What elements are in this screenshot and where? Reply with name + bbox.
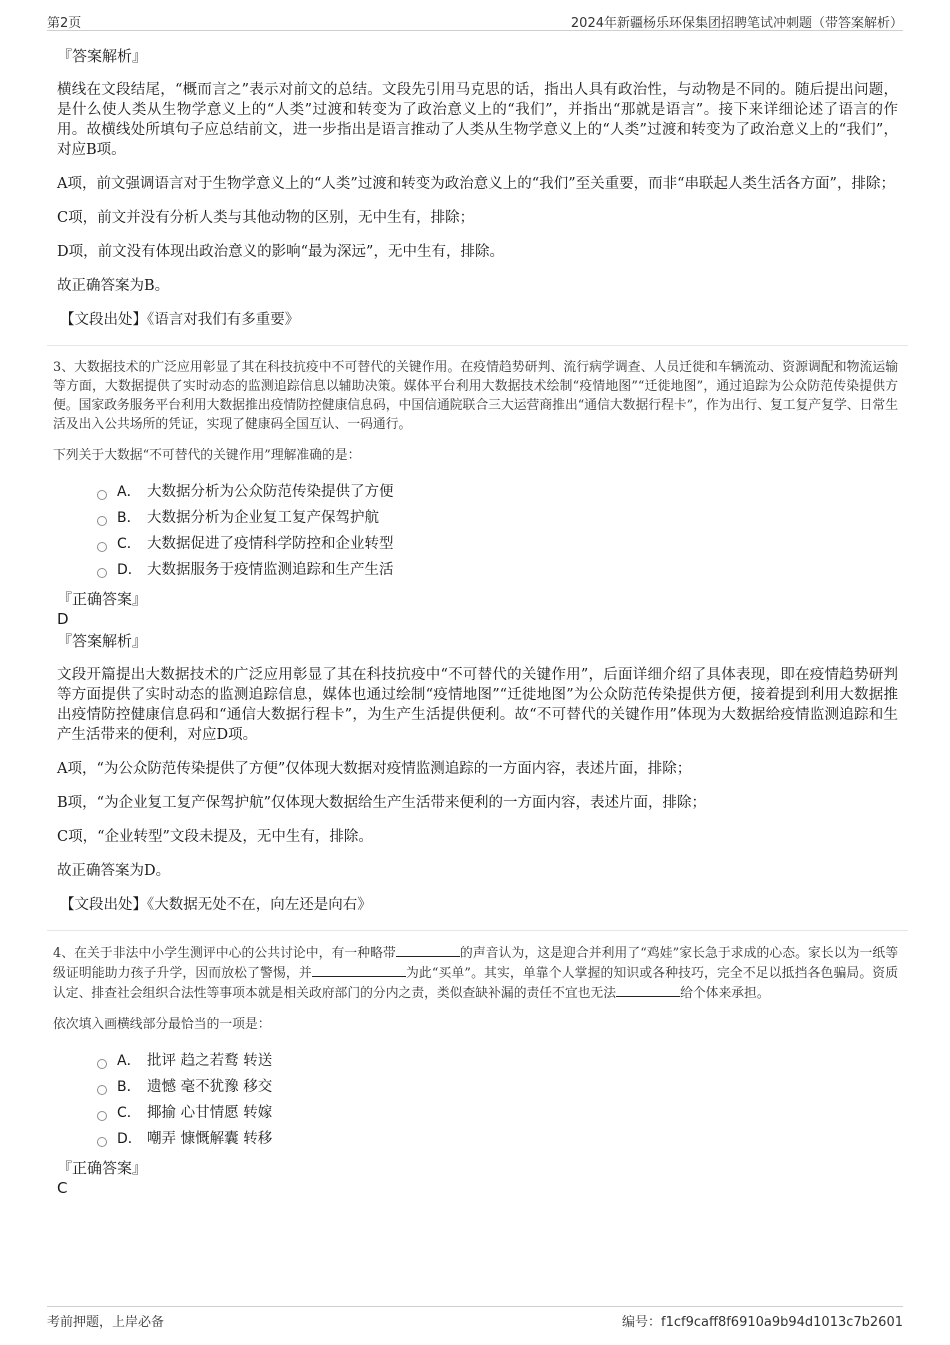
option-text: 大数据分析为企业复工复产保驾护航	[147, 510, 379, 526]
footer-slogan: 考前押题，上岸必备	[47, 1315, 165, 1330]
option-c[interactable]	[97, 531, 898, 557]
analysis-paragraph: 故正确答案为B。	[57, 278, 170, 294]
analysis-paragraph: B项，“为企业复工复产保驾护航”仅体现大数据给生产生活带来便利的一方面内容，表述片面，排除；	[57, 795, 706, 811]
option-letter: B．	[117, 510, 141, 526]
radio-icon[interactable]	[97, 542, 107, 552]
option-text: 大数据促进了疫情科学防控和企业转型	[147, 536, 394, 552]
correct-answer: C	[57, 1179, 68, 1197]
option-letter: A．	[117, 484, 141, 500]
option-c[interactable]	[97, 1100, 898, 1126]
option-text: 大数据分析为公众防范传染提供了方便	[147, 484, 394, 500]
question-text-part: 4、在关于非法中小学生测评中心的公共讨论中，有一种略带	[53, 946, 396, 961]
option-list	[57, 479, 898, 583]
fill-blank	[312, 963, 406, 977]
q2-analysis	[57, 46, 898, 330]
analysis-paragraph: 文段开篇提出大数据技术的广泛应用彰显了其在科技抗疫中“不可替代的关键作用”，后面详细介绍了具体表现，即在疫情趋势研判等方面提供了实时动态的监测追踪信息，媒体也通过绘制“疫情地图”“迁徙地图”为公众防范传染提供方便，接着提到利用大数据推出疫情防控健康信息码和“通信大数据行程卡”，为生产生活提供便利。故“不可替代的关键作用”体现为大数据给疫情监测追踪和生产生活带来的便利，对应D项。	[57, 667, 898, 743]
divider	[47, 930, 908, 931]
radio-icon[interactable]	[97, 490, 107, 500]
option-b[interactable]	[97, 505, 898, 531]
document-title: 2024年新疆杨乐环保集团招聘笔试冲刺题（带答案解析）	[570, 16, 903, 31]
option-b[interactable]	[97, 1074, 898, 1100]
radio-icon[interactable]	[97, 1111, 107, 1121]
source-citation: 【文段出处】《语言对我们有多重要》	[60, 312, 300, 328]
analysis-paragraph: 故正确答案为D。	[57, 863, 171, 879]
option-d[interactable]	[97, 557, 898, 583]
divider	[47, 345, 908, 346]
analysis-paragraph: D项，前文没有体现出政治意义的影响“最为深远”，无中生有，排除。	[57, 244, 504, 260]
option-text: 大数据服务于疫情监测追踪和生产生活	[147, 562, 394, 578]
radio-icon[interactable]	[97, 1137, 107, 1147]
correct-answer: D	[57, 610, 69, 628]
option-letter: B．	[117, 1079, 141, 1095]
question-prompt: 下列关于大数据“不可替代的关键作用”理解准确的是：	[53, 448, 361, 463]
question-text: 3、大数据技术的广泛应用彰显了其在科技抗疫中不可替代的关键作用。在疫情趋势研判、流行病学调查、人员迁徙和车辆流动、资源调配和物流运输等方面，大数据提供了实时动态的监测追踪信息以辅助决策。媒体平台利用大数据技术绘制“疫情地图”“迁徙地图”，通过追踪为公众防范传染提供方便。国家政务服务平台利用大数据推出疫情防控健康信息码，中国信通院联合三大运营商推出“通信大数据行程卡”，作为出行、复工复产复学、日常生活及出入公共场所的凭证，实现了健康码全国互认、一码通行。	[53, 360, 898, 432]
page-content	[53, 46, 899, 1200]
option-list	[57, 1048, 898, 1152]
option-letter: C．	[117, 1105, 141, 1121]
correct-answer-label: 『正确答案』	[57, 1159, 148, 1177]
source-citation: 【文段出处】《大数据无处不在，向左还是向右》	[60, 897, 372, 913]
correct-answer-label: 『正确答案』	[57, 590, 148, 608]
radio-icon[interactable]	[97, 1059, 107, 1069]
analysis-paragraph: C项，“企业转型”文段未提及，无中生有，排除。	[57, 829, 373, 845]
analysis-paragraph: 横线在文段结尾，“概而言之”表示对前文的总结。文段先引用马克思的话，指出人具有政治性，与动物是不同的。随后提出问题，是什么使人类从生物学意义上的“人类”过渡和转变为了政治意义上的“我们”，并指出“那就是语言”。接下来详细论述了语言的作用。故横线处所填句子应总结前文，进一步指出是语言推动了人类从生物学意义上的“人类”过渡和转变为了政治意义上的“我们”，对应B项。	[57, 82, 898, 158]
page-number: 第2页	[47, 16, 82, 31]
analysis-paragraph: C项，前文并没有分析人类与其他动物的区别，无中生有，排除；	[57, 210, 475, 226]
question-text-part: 给个体来承担。	[680, 986, 770, 1001]
option-a[interactable]	[97, 1048, 898, 1074]
analysis-paragraph: A项，前文强调语言对于生物学意义上的“人类”过渡和转变为政治意义上的“我们”至关重要，而非“串联起人类生活各方面”，排除；	[57, 176, 895, 192]
analysis-label: 『答案解析』	[57, 632, 148, 650]
option-d[interactable]	[97, 1126, 898, 1152]
option-text: 揶揄 心甘情愿 转嫁	[147, 1105, 273, 1121]
question-prompt: 依次填入画横线部分最恰当的一项是：	[53, 1017, 271, 1032]
option-text: 遗憾 毫不犹豫 移交	[147, 1079, 273, 1095]
page-footer	[47, 1306, 903, 1330]
question-text-part: 的声音认为，这是迎合并利用了“鸡娃”家长急于求成的心态。家长以为一纸等级证明能助力孩子升学，因而放松了警惕，并	[53, 946, 898, 981]
analysis-paragraph: A项，“为公众防范传染提供了方便”仅体现大数据对疫情监测追踪的一方面内容，表述片面，排除；	[57, 761, 692, 777]
option-letter: A．	[117, 1053, 141, 1069]
option-text: 嘲弄 慷慨解囊 转移	[147, 1131, 273, 1147]
option-a[interactable]	[97, 479, 898, 505]
question-3	[53, 358, 898, 915]
analysis-label: 『答案解析』	[57, 47, 148, 65]
question-text	[53, 943, 898, 1003]
radio-icon[interactable]	[97, 516, 107, 526]
page-header	[47, 6, 903, 31]
fill-blank	[616, 983, 680, 997]
fill-blank	[396, 943, 460, 957]
option-letter: D．	[117, 1131, 142, 1147]
radio-icon[interactable]	[97, 1085, 107, 1095]
question-4	[53, 943, 899, 1198]
document-code: 编号：f1cf9caff8f6910a9b94d1013c7b2601	[622, 1315, 903, 1330]
radio-icon[interactable]	[97, 568, 107, 578]
option-letter: C．	[117, 536, 141, 552]
question-text-part: 为此“买单”。其实，单靠个人掌握的知识或各种技巧，完全不足以抵挡各色骗局。资质认定、排查社会组织合法性等事项本就是相关政府部门的分内之责，类似查缺补漏的责任不宜也无法	[53, 966, 899, 1001]
option-letter: D．	[117, 562, 142, 578]
option-text: 批评 趋之若鹜 转送	[147, 1053, 273, 1069]
